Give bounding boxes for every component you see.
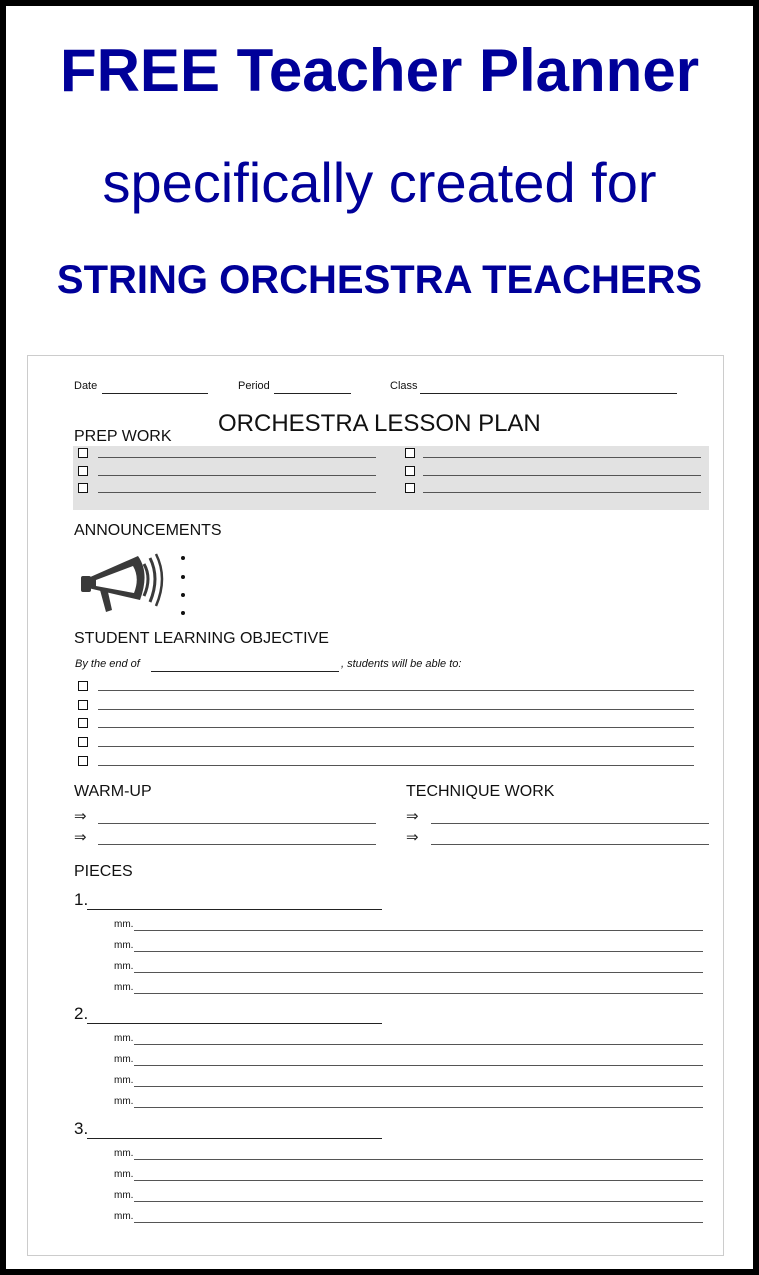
objective-prompt-end: , students will be able to: <box>341 658 462 670</box>
prep-line[interactable] <box>98 457 376 458</box>
date-field[interactable] <box>102 393 208 394</box>
prep-checkbox[interactable] <box>78 483 88 493</box>
document-title: ORCHESTRA LESSON PLAN <box>218 410 541 437</box>
technique-heading: TECHNIQUE WORK <box>406 783 555 800</box>
technique-line[interactable] <box>431 844 709 845</box>
prep-line[interactable] <box>98 475 376 476</box>
measure-label: mm. <box>114 919 134 930</box>
measure-line[interactable] <box>134 993 703 994</box>
prep-line[interactable] <box>423 457 701 458</box>
banner-line-2: specifically created for <box>102 151 657 214</box>
prep-checkbox[interactable] <box>78 466 88 476</box>
megaphone-icon <box>78 548 173 618</box>
measure-line[interactable] <box>134 951 703 952</box>
arrow-icon: ⇒ <box>406 829 419 846</box>
piece-title-field[interactable] <box>87 909 382 910</box>
measure-label: mm. <box>114 1211 134 1222</box>
pieces-heading: PIECES <box>74 863 133 880</box>
lesson-plan-document <box>27 355 724 1256</box>
arrow-icon: ⇒ <box>406 808 419 825</box>
measure-label: mm. <box>114 1148 134 1159</box>
objective-checkbox[interactable] <box>78 700 88 710</box>
period-field[interactable] <box>274 393 351 394</box>
prep-checkbox[interactable] <box>405 466 415 476</box>
objective-line[interactable] <box>98 727 694 728</box>
technique-line[interactable] <box>431 823 709 824</box>
announcements-heading: ANNOUNCEMENTS <box>74 522 222 539</box>
measure-label: mm. <box>114 1096 134 1107</box>
prep-work-box <box>73 446 709 510</box>
measure-line[interactable] <box>134 1107 703 1108</box>
objective-line[interactable] <box>98 709 694 710</box>
warm-up-line[interactable] <box>98 823 376 824</box>
piece-number: 3. <box>74 1119 89 1138</box>
objective-line[interactable] <box>98 765 694 766</box>
period-label: Period <box>238 380 270 392</box>
prep-checkbox[interactable] <box>405 483 415 493</box>
objective-checkbox[interactable] <box>78 756 88 766</box>
measure-label: mm. <box>114 961 134 972</box>
warm-up-heading: WARM-UP <box>74 783 152 800</box>
prep-line[interactable] <box>98 492 376 493</box>
piece-number: 2. <box>74 1004 89 1023</box>
measure-line[interactable] <box>134 930 703 931</box>
objective-line[interactable] <box>98 746 694 747</box>
objective-unit-field[interactable] <box>151 671 339 672</box>
measure-label: mm. <box>114 1075 134 1086</box>
arrow-icon: ⇒ <box>74 829 87 846</box>
announcement-bullet <box>181 593 185 597</box>
prep-line[interactable] <box>423 475 701 476</box>
objective-checkbox[interactable] <box>78 681 88 691</box>
objective-line[interactable] <box>98 690 694 691</box>
objective-heading: STUDENT LEARNING OBJECTIVE <box>74 630 329 647</box>
measure-label: mm. <box>114 940 134 951</box>
measure-line[interactable] <box>134 1201 703 1202</box>
measure-label: mm. <box>114 1169 134 1180</box>
arrow-icon: ⇒ <box>74 808 87 825</box>
piece-title-field[interactable] <box>87 1023 382 1024</box>
measure-label: mm. <box>114 1033 134 1044</box>
measure-label: mm. <box>114 982 134 993</box>
objective-prompt-start: By the end of <box>75 658 140 670</box>
announcement-bullet <box>181 556 185 560</box>
measure-line[interactable] <box>134 972 703 973</box>
measure-line[interactable] <box>134 1180 703 1181</box>
measure-line[interactable] <box>134 1086 703 1087</box>
objective-checkbox[interactable] <box>78 737 88 747</box>
measure-line[interactable] <box>134 1044 703 1045</box>
measure-label: mm. <box>114 1054 134 1065</box>
class-field[interactable] <box>420 393 677 394</box>
measure-line[interactable] <box>134 1159 703 1160</box>
prep-checkbox[interactable] <box>405 448 415 458</box>
measure-label: mm. <box>114 1190 134 1201</box>
banner-line-3: STRING ORCHESTRA TEACHERS <box>56 258 703 302</box>
prep-line[interactable] <box>423 492 701 493</box>
piece-number: 1. <box>74 890 89 909</box>
banner-line-1: FREE Teacher Planner <box>59 37 700 104</box>
objective-checkbox[interactable] <box>78 718 88 728</box>
measure-line[interactable] <box>134 1065 703 1066</box>
date-label: Date <box>74 380 98 392</box>
piece-title-field[interactable] <box>87 1138 382 1139</box>
prep-work-heading: PREP WORK <box>74 428 172 445</box>
warm-up-line[interactable] <box>98 844 376 845</box>
announcement-bullet <box>181 611 185 615</box>
class-label: Class <box>390 380 418 392</box>
announcement-bullet <box>181 575 185 579</box>
prep-checkbox[interactable] <box>78 448 88 458</box>
measure-line[interactable] <box>134 1222 703 1223</box>
